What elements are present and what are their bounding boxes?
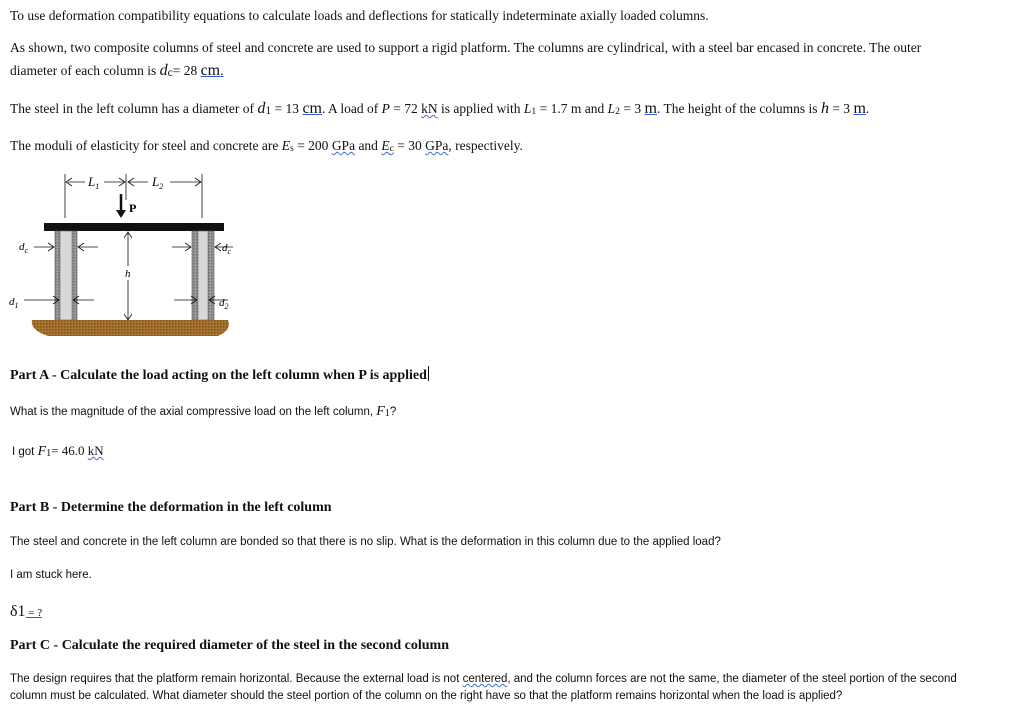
left-column-steel	[60, 231, 72, 320]
dc-right-label: $d_c$	[222, 242, 232, 256]
F1-answer-symbol: F1	[37, 444, 52, 459]
part-b-question: The steel and concrete in the left column are bonded so that there is no slip. What is the deformation in this column due to the applied load?	[10, 536, 721, 548]
part-c-question-line1: The design requires that the platform remain horizontal. Because the external load is not centered, and the column forces are not the same, the diameter of the steel portion of the second	[10, 673, 957, 685]
centered-word: centered	[462, 673, 508, 685]
dc-left-label: $d_c$	[19, 241, 29, 255]
part-c-question-line2: column must be calculated. What diameter should the steel portion of the column on the right have so that the platform remains horizontal when the load is applied?	[10, 690, 843, 702]
d2-label: $d_2$	[219, 297, 229, 311]
Ec-unit: GPa	[425, 138, 449, 153]
intro-moduli: The moduli of elasticity for steel and concrete are Es = 200 GPa and Ec = 30 GPa, respectively.	[10, 138, 523, 154]
intro-objective: To use deformation compatibility equations to calculate loads and deflections for statically indeterminate axially loaded columns.	[10, 8, 709, 23]
d1-unit: cm	[302, 100, 322, 117]
composite-columns-diagram	[9, 170, 238, 345]
h-unit: m	[853, 100, 866, 117]
h-label: h	[125, 268, 131, 280]
F1-symbol: F1	[376, 404, 390, 419]
P-unit: kN	[421, 101, 438, 116]
intro-setup-line1: As shown, two composite columns of steel and concrete are used to support a rigid platform. The columns are cylindrical, with a steel bar encased in concrete. The outer	[10, 40, 922, 55]
Es-unit: GPa	[331, 138, 356, 153]
delta1-symbol: δ1	[10, 603, 26, 620]
part-a-answer: I got F1= 46.0 kN	[12, 443, 104, 459]
d1-symbol: d1	[257, 100, 272, 118]
dc-symbol: dc	[159, 62, 173, 80]
L1-label: $L_1$	[88, 174, 100, 191]
intro-setup-line2: diameter of each column is dc= 28 cm.	[10, 62, 224, 80]
L2-label: $L_2$	[152, 174, 164, 191]
load-P-arrow-head	[116, 210, 126, 218]
part-a-question: What is the magnitude of the axial compressive load on the left column, F1?	[10, 404, 397, 419]
P-symbol: P	[381, 101, 390, 116]
part-b-delta	[10, 603, 42, 621]
L1-symbol: L1	[523, 101, 537, 117]
P-label: P	[129, 201, 137, 215]
part-c-heading: Part C - Calculate the required diameter of the steel in the second column	[10, 638, 449, 653]
Ec-symbol: Ec	[381, 138, 394, 154]
delta1-value: = ?	[25, 607, 43, 619]
text-cursor	[428, 366, 429, 381]
Es-symbol: Es	[281, 138, 294, 154]
part-b-heading: Part B - Determine the deformation in the left column	[10, 500, 332, 515]
dc-unit: cm	[200, 62, 221, 79]
intro-parameters: The steel in the left column has a diameter of d1 = 13 cm. A load of P = 72 kN is applied with L1 = 1.7 m and L2 = 3 m. The height of the columns is h = 3 m.	[10, 100, 870, 118]
F1-answer-unit: kN	[87, 443, 104, 458]
L2-unit: m	[644, 100, 657, 117]
h-symbol: h	[820, 100, 829, 117]
part-a-heading: Part A - Calculate the load acting on the left column when P is applied	[10, 368, 427, 383]
right-column-steel	[198, 231, 208, 320]
d1-label: $d_1$	[9, 296, 19, 310]
ground	[32, 320, 229, 336]
part-b-stuck-note: I am stuck here.	[10, 569, 92, 581]
L1-unit: m	[570, 101, 582, 116]
L2-symbol: L2	[607, 101, 620, 117]
rigid-platform	[44, 223, 224, 231]
